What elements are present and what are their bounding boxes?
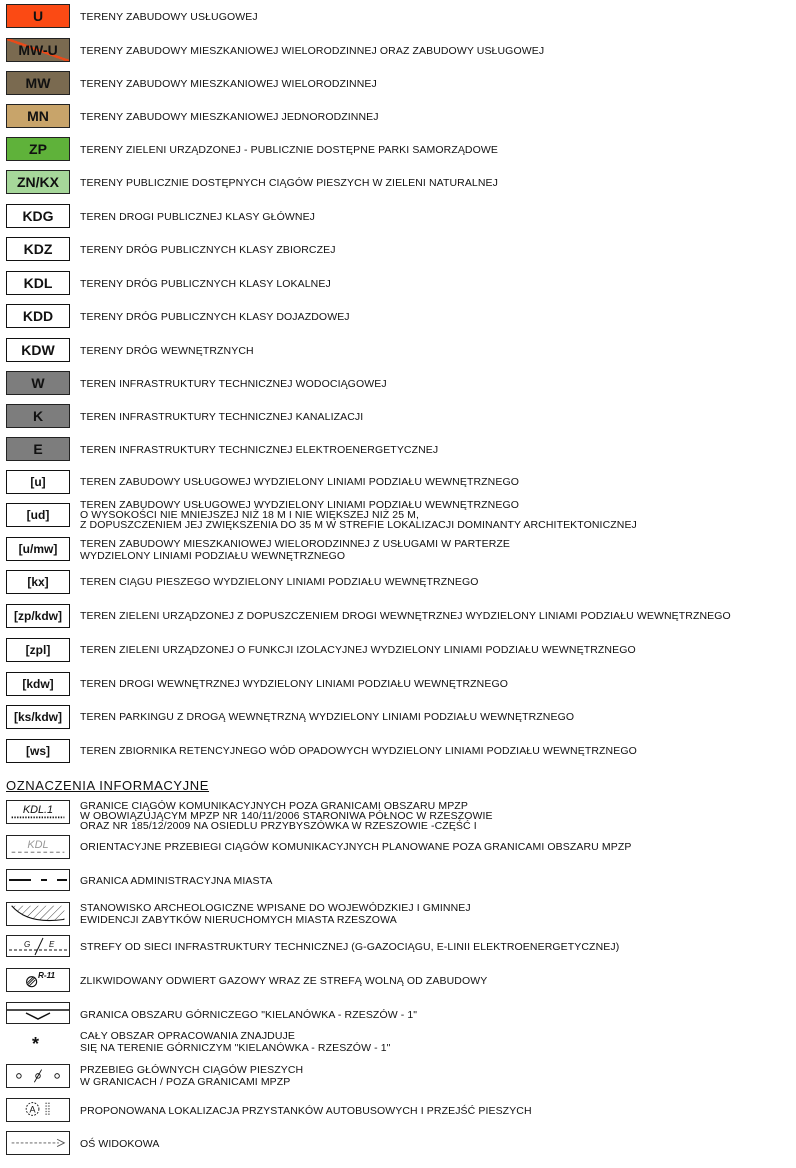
legend-desc: TERENY ZABUDOWY MIESZKANIOWEJ WIELORODZINNEJ ORAZ ZABUDOWY USŁUGOWEJ [80, 45, 545, 57]
letter-e: E [49, 940, 55, 949]
legend-desc: TEREN ZIELENI URZĄDZONEJ O FUNKCJI IZOLACYJNEJ WYDZIELONY LINIAMI PODZIAŁU WEWNĘTRZNEGO [80, 644, 636, 656]
legend-desc: GRANICE CIĄGÓW KOMUNIKACYJNYCH POZA GRANICAMI OBSZARU MPZP [80, 800, 468, 812]
swatch-ZP: ZP [6, 137, 70, 161]
legend-desc: TEREN INFRASTRUKTURY TECHNICZNEJ ELEKTROENERGETYCZNEJ [80, 444, 439, 456]
legend-desc: TERENY ZABUDOWY MIESZKANIOWEJ JEDNORODZINNEJ [80, 111, 379, 123]
legend-desc: TEREN INFRASTRUKTURY TECHNICZNEJ WODOCIĄGOWEJ [80, 378, 387, 390]
mining-boundary-icon [6, 1002, 70, 1024]
legend-desc: TEREN CIĄGU PIESZEGO WYDZIELONY LINIAMI PODZIAŁU WEWNĘTRZNEGO [80, 576, 479, 588]
swatch-KDG: KDG [6, 204, 70, 228]
swatch-u: [u] [6, 470, 70, 494]
swatch-ws: [ws] [6, 739, 70, 763]
legend-desc: TERENY PUBLICZNIE DOSTĘPNYCH CIĄGÓW PIESZYCH W ZIELENI NATURALNEJ [80, 177, 499, 189]
legend-desc: TERENY ZABUDOWY USŁUGOWEJ [80, 11, 258, 23]
legend-desc: GRANICA ADMINISTRACYJNA MIASTA [80, 875, 273, 887]
swatch-kdw: [kdw] [6, 672, 70, 696]
dashed-box-icon [6, 835, 70, 859]
swatch-KDZ: KDZ [6, 237, 70, 261]
legend-desc: W GRANICACH / POZA GRANICAMI MPZP [80, 1076, 291, 1088]
letter-g: G [24, 940, 31, 949]
legend-desc: EWIDENCJI ZABYTKÓW NIERUCHOMYCH MIASTA RZESZOWA [80, 914, 397, 926]
legend-desc: TERENY DRÓG PUBLICZNYCH KLASY DOJAZDOWEJ [80, 311, 350, 323]
swatch-MW: MW [6, 71, 70, 95]
legend-desc: CAŁY OBSZAR OPRACOWANIA ZNAJDUJE [80, 1030, 295, 1042]
well-circle-icon [6, 968, 70, 992]
swatch-ud: [ud] [6, 503, 70, 527]
legend-desc: TEREN ZBIORNIKA RETENCYJNEGO WÓD OPADOWYCH WYDZIELONY LINIAMI PODZIAŁU WEWNĘTRZNEGO [80, 745, 637, 757]
legend-desc: ORIENTACYJNE PRZEBIEGI CIĄGÓW KOMUNIKACYJNYCH PLANOWANE POZA GRANICAMI OBSZARU MPZP [80, 841, 632, 853]
swatch-zp-kdw: [zp/kdw] [6, 604, 70, 628]
legend-desc: STANOWISKO ARCHEOLOGICZNE WPISANE DO WOJEWÓDZKIEJ I GMINNEJ [80, 902, 471, 914]
section-title-informational: OZNACZENIA INFORMACYJNE [6, 778, 210, 793]
swatch-ZN-KX: ZN/KX [6, 170, 70, 194]
well-label: R-11 [38, 971, 56, 981]
legend-desc: TERENY DRÓG PUBLICZNYCH KLASY ZBIORCZEJ [80, 244, 336, 256]
legend-desc: TEREN PARKINGU Z DROGĄ WEWNĘTRZNĄ WYDZIELONY LINIAMI PODZIAŁU WEWNĘTRZNEGO [80, 711, 575, 723]
swatch-W: W [6, 371, 70, 395]
legend-desc: TERENY DRÓG PUBLICZNYCH KLASY LOKALNEJ [80, 278, 331, 290]
legend-desc: W OBOWIĄZUJĄCYM MPZP NR 140/11/2006 STARONIWA PÓŁNOC W RZESZOWIE [80, 810, 493, 822]
swatch-MW-U: MW-U [6, 38, 70, 62]
dash-dot-line-icon [6, 869, 70, 891]
swatch-zpl: [zpl] [6, 638, 70, 662]
legend-desc: GRANICA OBSZARU GÓRNICZEGO "KIELANÓWKA - RZESZÓW - 1" [80, 1009, 418, 1021]
view-axis-arrow-icon [6, 1131, 70, 1155]
legend-desc: TEREN ZIELENI URZĄDZONEJ Z DOPUSZCZENIEM DROGI WEWNĘTRZNEJ WYDZIELONY LINIAMI PODZIAŁU WEWNĘTRZNEGO [80, 610, 731, 622]
legend-desc: TEREN DROGI PUBLICZNEJ KLASY GŁÓWNEJ [80, 211, 316, 223]
legend-desc: O WYSOKOŚCI NIE MNIEJSZEJ NIŻ 18 M I NIE WIĘKSZEJ NIŻ 25 M, [80, 509, 420, 521]
legend-desc: PROPONOWANA LOKALIZACJA PRZYSTANKÓW AUTOBUSOWYCH I PRZEJŚĆ PIESZYCH [80, 1105, 532, 1117]
infra-zone-line-icon [6, 935, 70, 957]
legend-desc: TEREN ZABUDOWY USŁUGOWEJ WYDZIELONY LINIAMI PODZIAŁU WEWNĘTRZNEGO [80, 476, 519, 488]
legend-desc: SIĘ NA TERENIE GÓRNICZYM "KIELANÓWKA - RZESZÓW - 1" [80, 1042, 391, 1054]
legend-desc: ORAZ NR 185/12/2009 NA OSIEDLU PRZYBYSZÓWKA W RZESZOWIE -CZĘŚĆ I [80, 820, 477, 832]
swatch-KDL: KDL [6, 271, 70, 295]
legend-desc: TEREN INFRASTRUKTURY TECHNICZNEJ KANALIZACJI [80, 411, 364, 423]
swatch-E: E [6, 437, 70, 461]
legend-desc: STREFY OD SIECI INFRASTRUKTURY TECHNICZNEJ (G-GAZOCIĄGU, E-LINII ELEKTROENERGETYCZNEJ) [80, 941, 620, 953]
swatch-MN: MN [6, 104, 70, 128]
dotted-box-icon [6, 800, 70, 824]
bus-letter: A [29, 1104, 36, 1115]
legend-desc: TEREN ZABUDOWY USŁUGOWEJ WYDZIELONY LINIAMI PODZIAŁU WEWNĘTRZNEGO [80, 499, 519, 511]
swatch-u-mw: [u/mw] [6, 537, 70, 561]
pedestrian-route-icon [6, 1064, 70, 1088]
legend-desc: ZLIKWIDOWANY ODWIERT GAZOWY WRAZ ZE STREFĄ WOLNĄ OD ZABUDOWY [80, 975, 488, 987]
legend-desc: TEREN ZABUDOWY MIESZKANIOWEJ WIELORODZINNEJ Z USŁUGAMI W PARTERZE [80, 538, 511, 550]
legend-desc: TEREN DROGI WEWNĘTRZNEJ WYDZIELONY LINIAMI PODZIAŁU WEWNĘTRZNEGO [80, 678, 508, 690]
bus-stop-icon [6, 1098, 70, 1122]
swatch-K: K [6, 404, 70, 428]
kdl1-label: KDL.1 [22, 803, 54, 816]
hatched-arc-icon [6, 902, 70, 926]
swatch-KDW: KDW [6, 338, 70, 362]
swatch-ks-kdw: [ks/kdw] [6, 705, 70, 729]
legend-desc: TERENY ZABUDOWY MIESZKANIOWEJ WIELORODZINNEJ [80, 78, 377, 90]
asterisk-icon: * [32, 1034, 40, 1054]
legend-desc: Z DOPUSZCZENIEM JEJ ZWIĘKSZENIA DO 35 M W STREFIE LOKALIZACJI DOMINANTY ARCHITEKTONICZNEJ [80, 519, 637, 531]
kdl-label: KDL [27, 838, 49, 851]
legend-desc: TERENY DRÓG WEWNĘTRZNYCH [80, 345, 254, 357]
legend-desc: PRZEBIEG GŁÓWNYCH CIĄGÓW PIESZYCH [80, 1064, 304, 1076]
swatch-kx: [kx] [6, 570, 70, 594]
swatch-U: U [6, 4, 70, 28]
legend-desc: WYDZIELONY LINIAMI PODZIAŁU WEWNĘTRZNEGO [80, 550, 346, 562]
legend-desc: OŚ WIDOKOWA [80, 1138, 160, 1150]
swatch-KDD: KDD [6, 304, 70, 328]
legend-desc: TERENY ZIELENI URZĄDZONEJ - PUBLICZNIE DOSTĘPNE PARKI SAMORZĄDOWE [80, 144, 498, 156]
